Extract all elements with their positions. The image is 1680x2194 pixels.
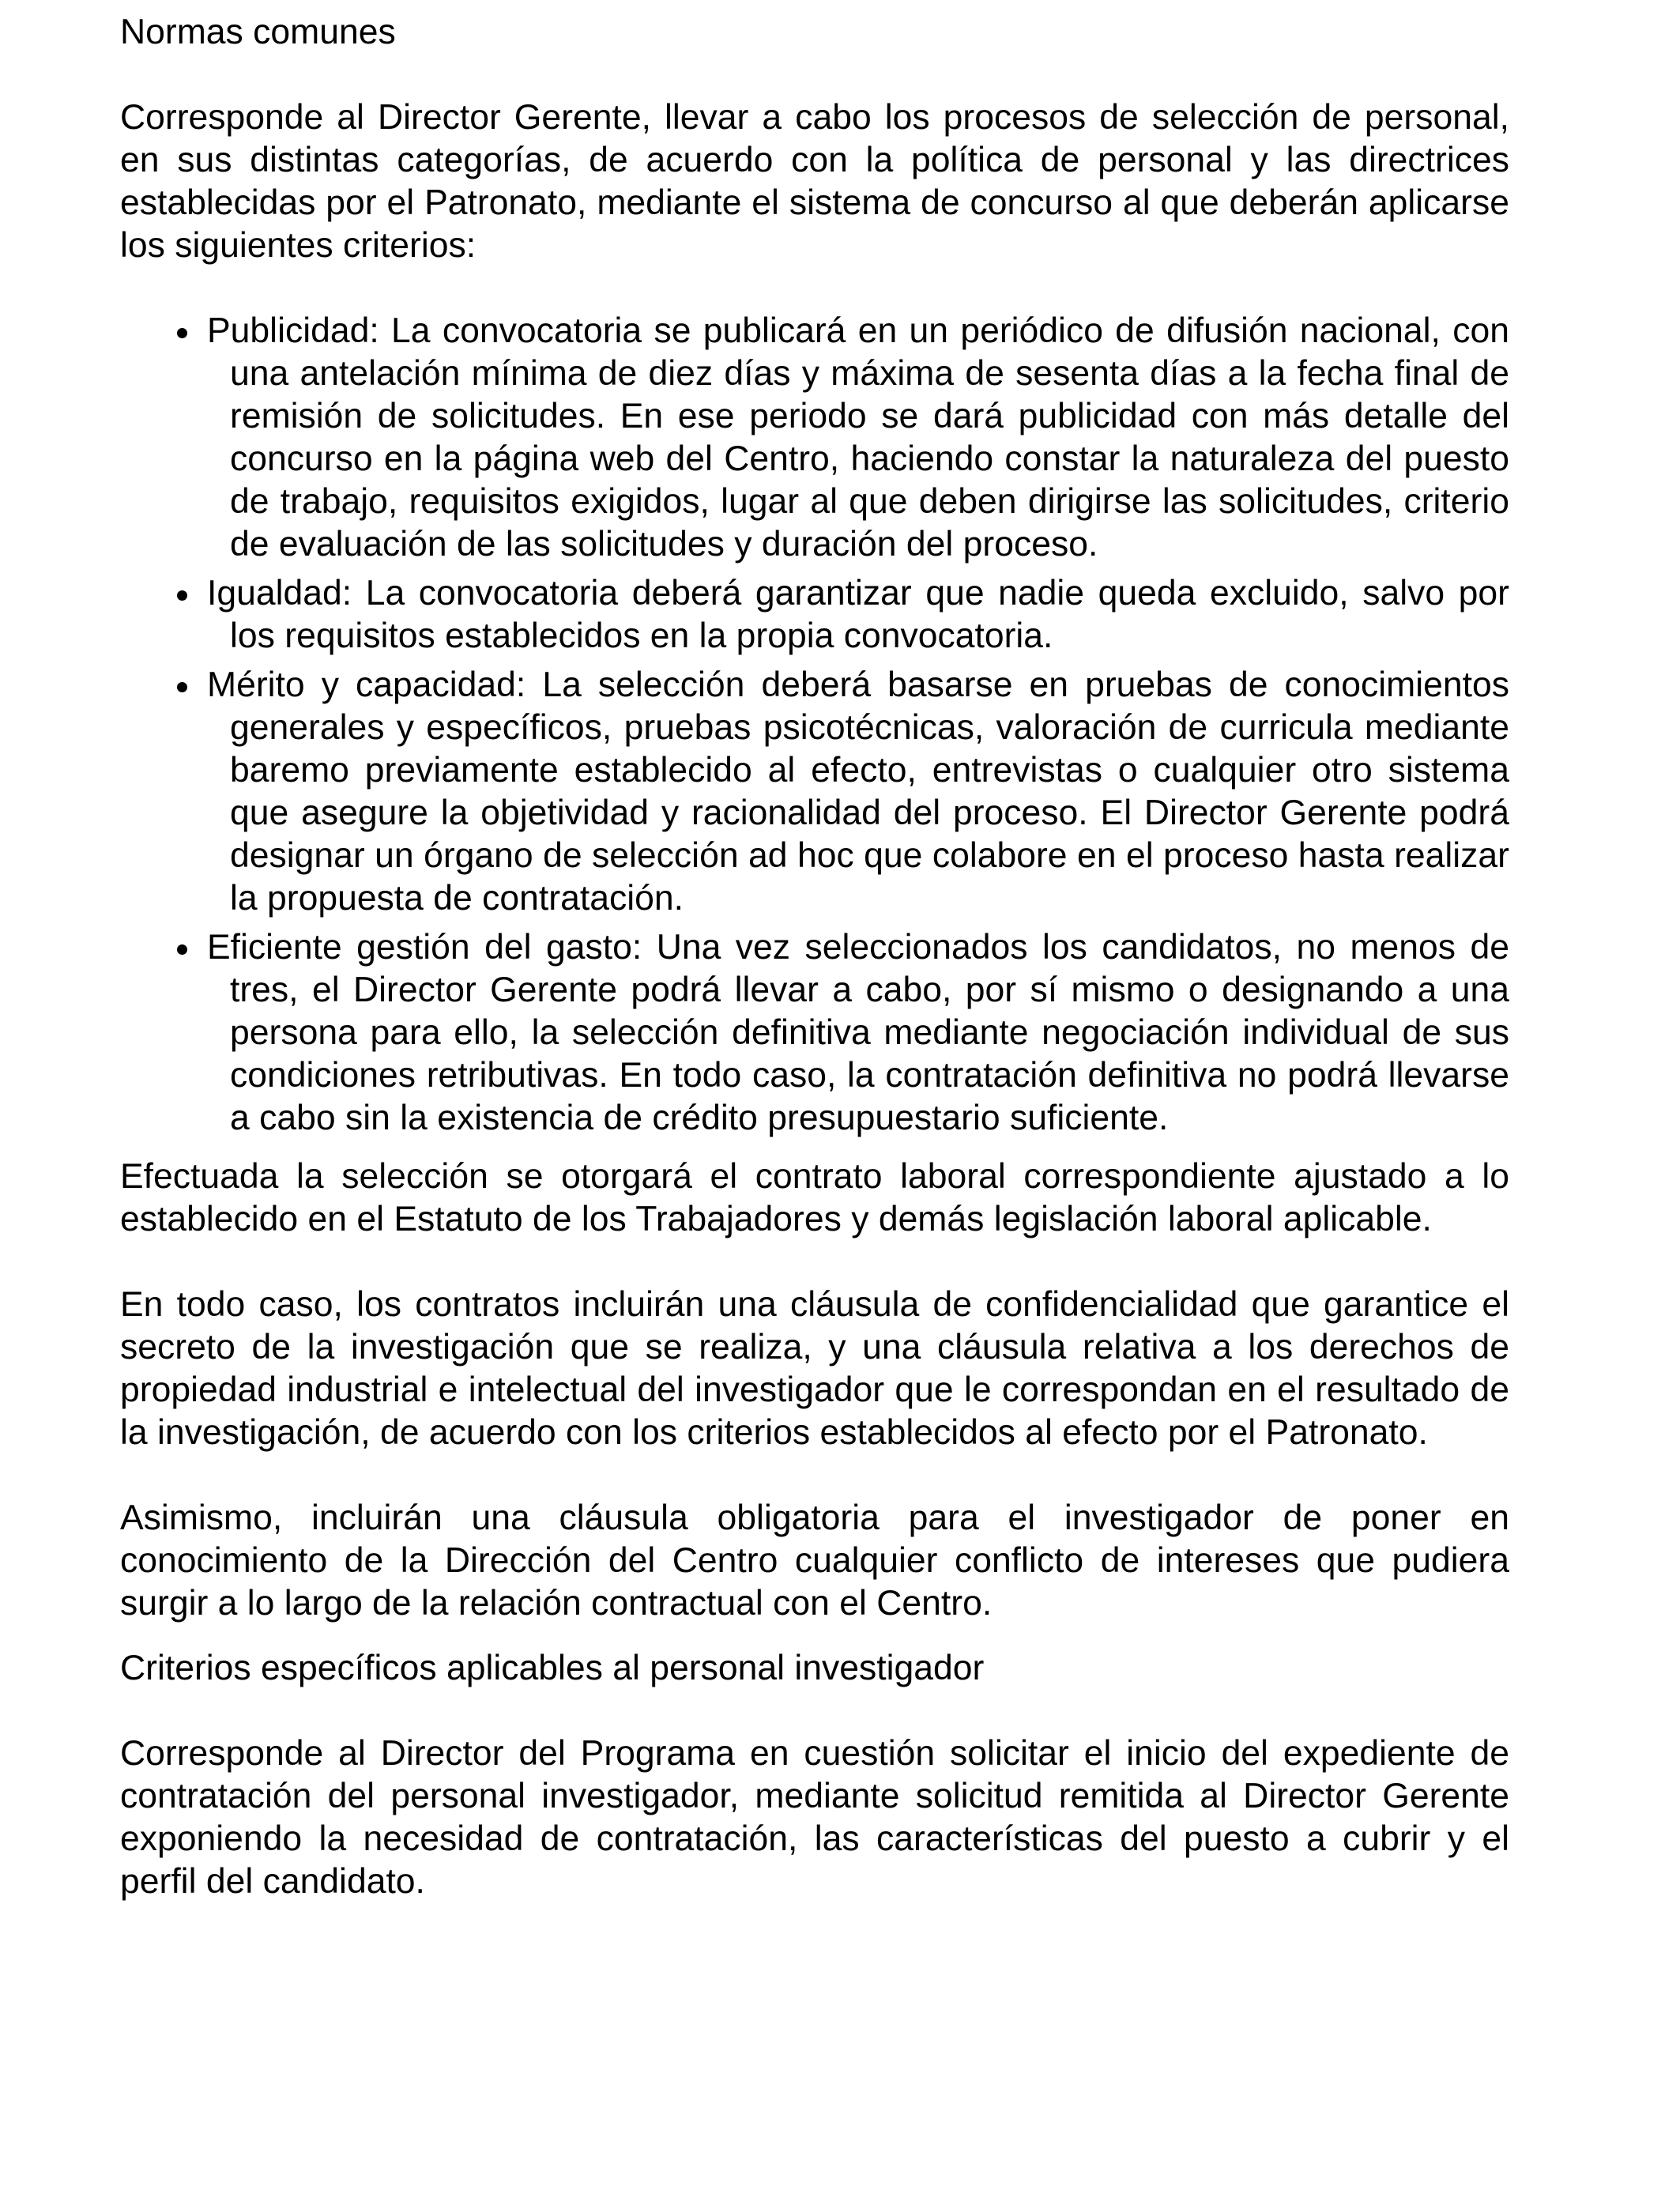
criteria-item-text: Igualdad: La convocatoria deberá garantizar que nadie queda excluido, salvo por los requisitos establecidos en la propia convocatoria. [207,574,1509,655]
criteria-item-merito-capacidad [120,664,1509,920]
spacer [120,1625,1509,1647]
spacer [120,1241,1509,1284]
criteria-item-igualdad [120,572,1509,658]
criteria-item-text: Mérito y capacidad: La selección deberá basarse en pruebas de conocimientos generales y específicos, pruebas psicotécnicas, valoración de curricula mediante baremo previamente establecido al efecto, entrevistas o cualquier otro sistema que asegure la objetividad y racionalidad del proceso. El Director Gerente podrá designar un órgano de selección ad hoc que colabore en el proceso hasta realizar la propuesta de contratación. [207,665,1509,918]
section-heading-criterios-especificos: Criterios específicos aplicables al personal investigador [120,1649,985,1687]
spacer [120,1146,1509,1155]
spacer [120,267,1509,310]
criteria-list [120,310,1509,1140]
criteria-item-text: Publicidad: La convocatoria se publicará en un periódico de difusión nacional, con una antelación mínima de diez días y máxima de sesenta días a la fecha final de remisión de solicitudes. En ese periodo se dará publicidad con más detalle del concurso en la página web del Centro, haciendo constar la naturaleza del puesto de trabajo, requisitos exigidos, lugar al que deben dirigirse las solicitudes, criterio de evaluación de las solicitudes y duración del proceso. [207,311,1509,564]
intro-paragraph: Corresponde al Director Gerente, llevar a cabo los procesos de selección de personal, en sus distintas categorías, de acuerdo con la política de personal y las directrices establecidas por el Patronato, mediante el sistema de concurso al que deberán aplicarse los siguientes criterios: [120,98,1509,265]
bullet-icon [177,328,187,338]
spacer [120,1454,1509,1497]
confidentiality-paragraph: En todo caso, los contratos incluirán una cláusula de confidencialidad que garantice el secreto de la investigación que se realiza, y una cláusula relativa a los derechos de propiedad industrial e intelectual del investigador que le correspondan en el resultado de la investigación, de acuerdo con los criterios establecidos al efecto por el Patronato. [120,1285,1509,1452]
contract-paragraph: Efectuada la selección se otorgará el contrato laboral correspondiente ajustado a lo establecido en el Estatuto de los Trabajadores y demás legislación laboral aplicable. [120,1157,1509,1238]
spacer [120,54,1509,96]
section-heading-normas-comunes: Normas comunes [120,13,396,51]
bullet-icon [177,944,187,955]
spacer [120,1690,1509,1732]
criteria-item-publicidad [120,310,1509,566]
document-page [120,11,1509,1903]
program-paragraph: Corresponde al Director del Programa en cuestión solicitar el inicio del expediente de contratación del personal investigador, mediante solicitud remitida al Director Gerente exponiendo la necesidad de contratación, las características del puesto a cubrir y el perfil del candidato. [120,1734,1509,1901]
bullet-icon [177,682,187,692]
bullet-icon [177,590,187,601]
criteria-item-text: Eficiente gestión del gasto: Una vez seleccionados los candidatos, no menos de tres, el Director Gerente podrá llevar a cabo, por sí mismo o designando a una persona para ello, la selección definitiva mediante negociación individual de sus condiciones retributivas. En todo caso, la contratación definitiva no podrá llevarse a cabo sin la existencia de crédito presupuestario suficiente. [207,928,1509,1137]
criteria-item-eficiente-gestion [120,926,1509,1140]
conflict-paragraph: Asimismo, incluirán una cláusula obligatoria para el investigador de poner en conocimiento de la Dirección del Centro cualquier conflicto de intereses que pudiera surgir a lo largo de la relación contractual con el Centro. [120,1498,1509,1623]
